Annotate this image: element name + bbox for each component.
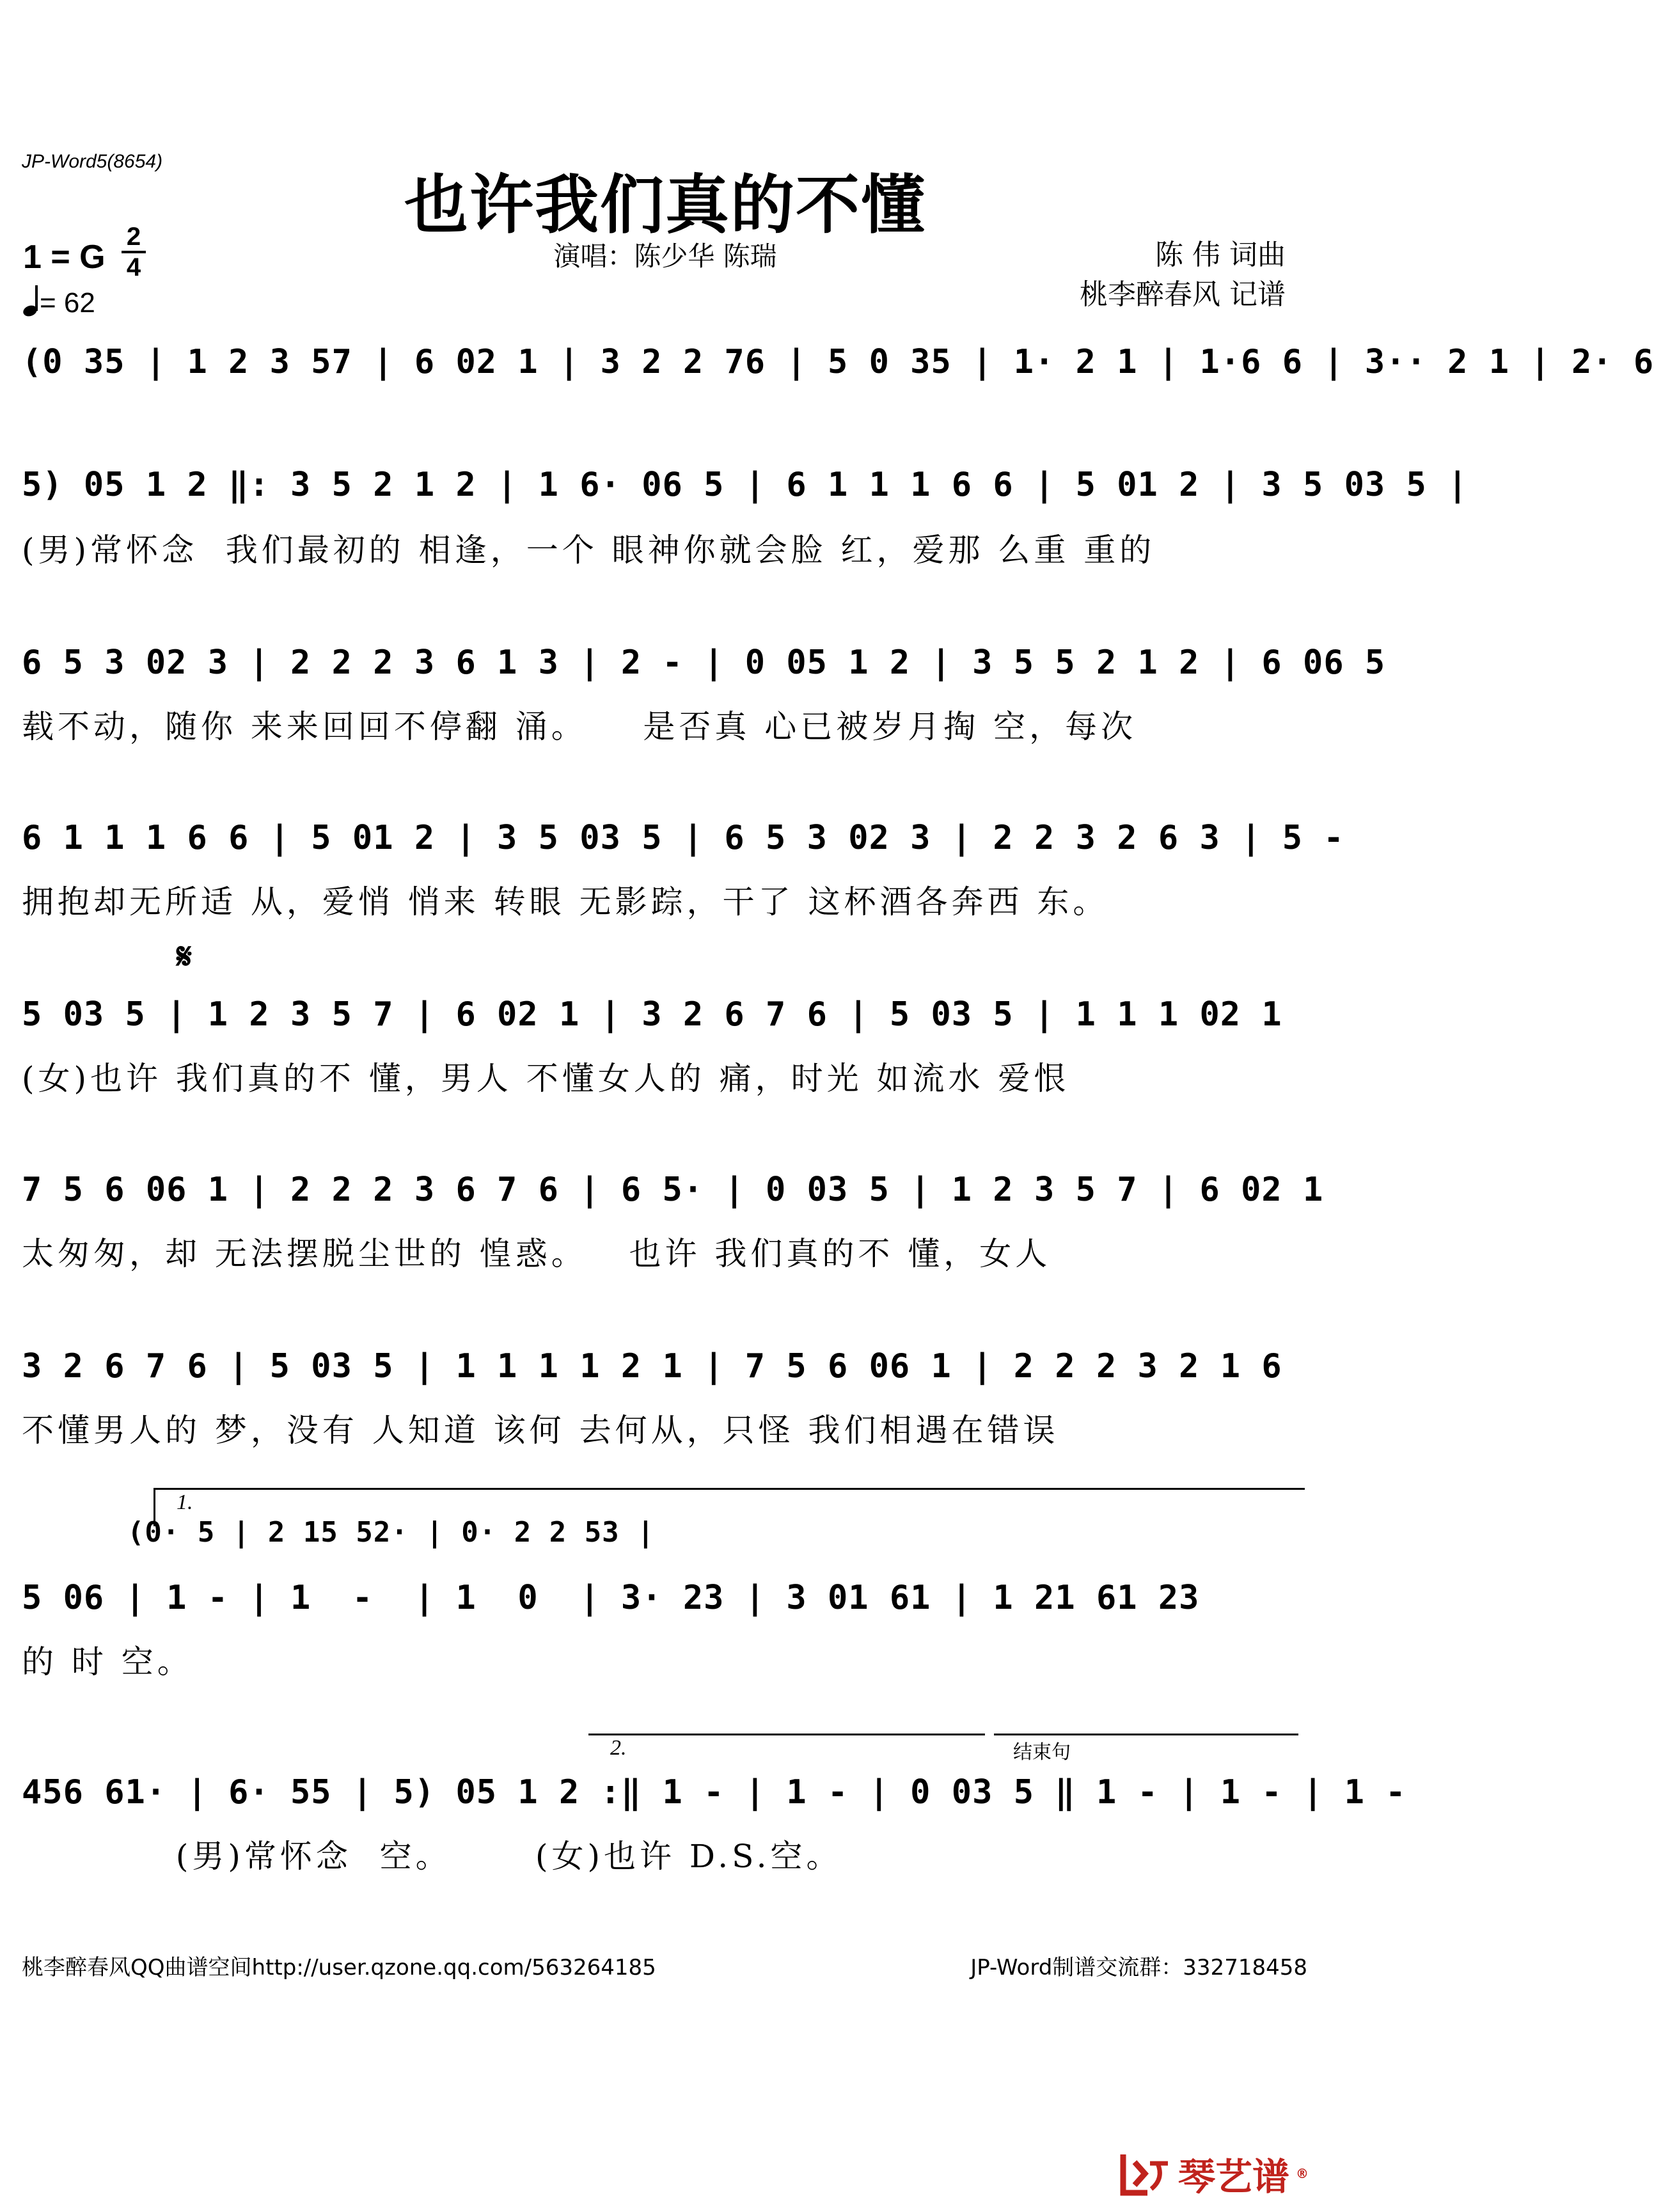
song-title: 也许我们真的不懂 xyxy=(404,168,926,242)
coda-bracket xyxy=(994,1734,1298,1735)
credits xyxy=(1080,235,1286,315)
time-signature xyxy=(122,224,146,280)
score-line-9: 456 61· | 6· 55 | 5) 05 1 2 :‖ 1 - | 1 - | 0 03 5 ‖ 1 - | 1 - | 1 - xyxy=(22,1773,1406,1812)
score-line-8-intro: (0· 5 | 2 15 52· | 0· 2 2 53 | xyxy=(22,1516,655,1549)
credit-transcriber: 桃李醉春风 记谱 xyxy=(1080,278,1286,311)
segno-sign: 𝄋 xyxy=(177,935,193,977)
score-line-3: 6 5 3 02 3 | 2 2 2 3 6 1 3 | 2 - | 0 05 1 2 | 3 5 5 2 1 2 | 6 06 5 xyxy=(22,644,1386,682)
lyric-line-4: (女)也许 我们真的不 懂，男人 不懂女人的 痛，时光 如流水 爱恨 xyxy=(22,1060,1070,1097)
score-line-4: 6 1 1 1 6 6 | 5 01 2 | 3 5 03 5 | 6 5 3 02 3 | 2 2 3 2 6 3 | 5 - xyxy=(22,819,1344,857)
quarter-note-icon xyxy=(23,285,40,316)
lyric-line-6: 不懂男人的 梦，没有 人知道 该何 去何从，只怪 我们相遇在错误 xyxy=(22,1412,1059,1449)
score-line-7: 3 2 6 7 6 | 5 03 5 | 1 1 1 1 2 1 | 7 5 6 06 1 | 2 2 2 3 2 1 6 xyxy=(22,1347,1282,1386)
time-sig-top: 2 xyxy=(126,223,141,251)
score-line-1: (0 35 | 1 2 3 57 | 6 02 1 | 3 2 2 76 | 5 0 35 | 1· 2 1 | 1·6 6 | 3·· 2 1 | 2· 6 xyxy=(22,343,1654,381)
lyric-line-3: 拥抱却无所适 从，爱悄 悄来 转眼 无影踪，干了 这杯酒各奔西 东。 xyxy=(22,883,1109,920)
tempo-value: = 62 xyxy=(40,287,95,319)
volta-2-label: 2. xyxy=(610,1736,627,1760)
lyric-line-5: 太匆匆，却 无法摆脱尘世的 惶惑。 也许 我们真的不 懂，女人 xyxy=(22,1235,1051,1272)
software-label: JP-Word5(8654) xyxy=(22,151,163,172)
score-line-5: 5 03 5 | 1 2 3 5 7 | 6 02 1 | 3 2 6 7 6 | 5 03 5 | 1 1 1 02 1 xyxy=(22,995,1282,1034)
tempo-marking xyxy=(23,285,95,319)
brand-mark-icon xyxy=(1119,2151,1172,2197)
volta-2-bracket xyxy=(588,1734,985,1735)
key-signature: 1 = G xyxy=(23,239,106,276)
lyric-line-7: 的 时 空。 xyxy=(22,1643,193,1680)
score-line-6: 7 5 6 06 1 | 2 2 2 3 6 7 6 | 6 5· | 0 03 5 | 1 2 3 5 7 | 6 02 1 xyxy=(22,1171,1324,1209)
lyric-line-8: (男)常怀念 空。 (女)也许 D.S.空。 xyxy=(22,1838,842,1875)
lyric-line-1: (男)常怀念 我们最初的 相逢，一个 眼神你就会脸 红，爱那 么重 重的 xyxy=(22,532,1156,569)
lyric-line-2: 载不动，随你 来来回回不停翻 涌。 是否真 心已被岁月掏 空，每次 xyxy=(22,708,1137,745)
brand-registered: ® xyxy=(1296,2166,1309,2181)
score-line-2: 5) 05 1 2 ‖: 3 5 2 1 2 | 1 6· 06 5 | 6 1 1 1 6 6 | 5 01 2 | 3 5 03 5 | xyxy=(22,466,1469,504)
brand-name: 琴艺谱 xyxy=(1177,2155,1289,2199)
volta-1-bracket xyxy=(154,1488,1305,1490)
singer-credit: 演唱：陈少华 陈瑞 xyxy=(553,241,777,272)
brand-logo xyxy=(1119,2147,1309,2200)
footer-source-link: 桃李醉春风QQ曲谱空间http://user.qzone.qq.com/563264185 xyxy=(22,1955,656,1980)
credit-lyricist: 陈 伟 词曲 xyxy=(1155,239,1286,271)
volta-1-label: 1. xyxy=(177,1490,193,1514)
coda-label: 结束句 xyxy=(1013,1741,1071,1764)
score-line-8: 5 06 | 1 - | 1 - | 1 0 | 3· 23 | 3 01 61 | 1 21 61 23 xyxy=(22,1579,1200,1617)
footer-group-info: JP-Word制谱交流群：332718458 xyxy=(970,1955,1307,1980)
time-sig-bottom: 4 xyxy=(126,253,141,281)
